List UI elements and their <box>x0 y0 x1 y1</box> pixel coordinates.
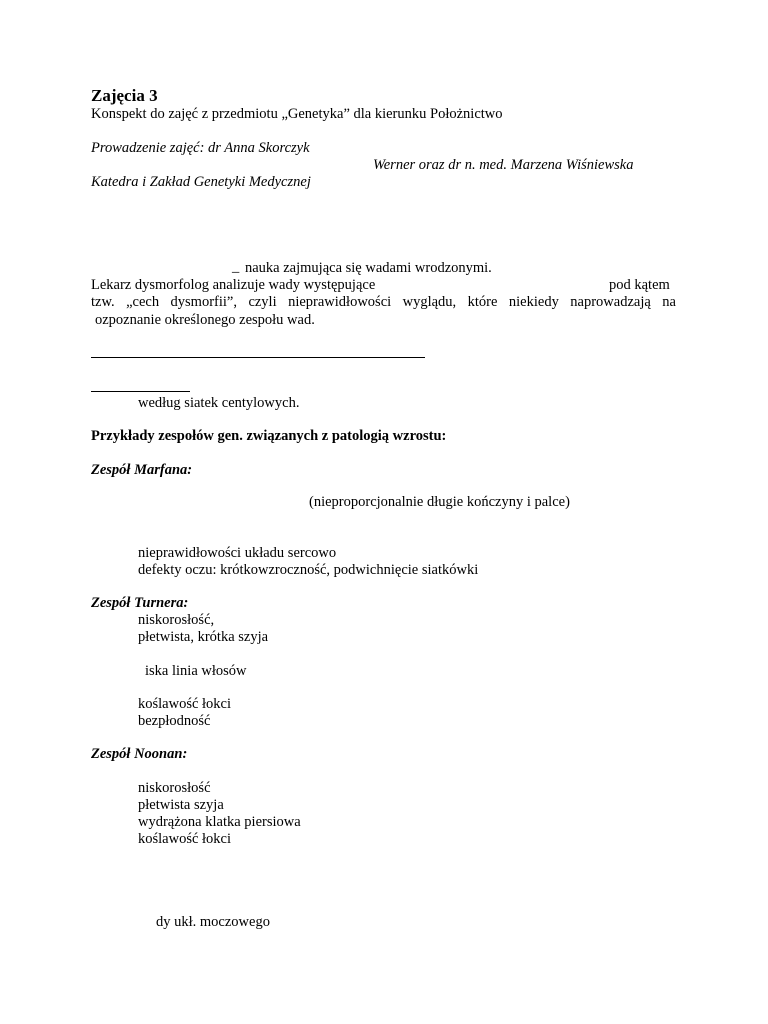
intro-word: wyglądu, <box>402 294 457 310</box>
intro-word: naprowadzają <box>570 294 651 310</box>
blank-rule-long <box>91 357 425 358</box>
instructor-line-1: Prowadzenie zajęć: dr Anna Skorczyk <box>91 140 310 156</box>
centile-text: według siatek centylowych. <box>138 395 300 411</box>
intro-line-4: ozpoznanie określonego zespołu wad. <box>95 312 315 328</box>
instructor-line-2: Werner oraz dr n. med. Marzena Wiśniewska <box>373 157 634 173</box>
examples-heading: Przykłady zespołów gen. związanych z patologią wzrostu: <box>91 428 447 444</box>
turner-item: koślawość łokci <box>138 696 232 712</box>
marfan-item: defekty oczu: krótkowzroczność, podwichnięcie siatkówki <box>138 562 479 578</box>
intro-definition: nauka zajmująca się wadami wrodzonymi. <box>245 260 492 276</box>
turner-item: płetwista, krótka szyja <box>138 629 269 645</box>
intro-word: na <box>662 294 676 310</box>
turner-heading: Zespół Turnera: <box>91 595 189 611</box>
turner-item: bezpłodność <box>138 713 211 729</box>
noonan-item: koślawość łokci <box>138 831 232 847</box>
intro-word: niekiedy <box>508 294 559 310</box>
noonan-trailing-text: dy ukł. moczowego <box>156 914 270 930</box>
intro-word: tzw. <box>91 294 115 310</box>
noonan-item: niskorosłość <box>138 780 211 796</box>
course-subtitle: Konspekt do zajęć z przedmiotu „Genetyka” dla kierunku Położnictwo <box>91 106 503 122</box>
blank-rule-short <box>91 391 190 392</box>
intro-line-2-right: pod kątem <box>609 277 670 293</box>
marfan-item: nieprawidłowości układu sercowo <box>138 545 337 561</box>
marfan-heading: Zespół Marfana: <box>91 462 193 478</box>
intro-word: czyli <box>248 294 277 310</box>
intro-line-2-left: Lekarz dysmorfolog analizuje wady występujące <box>91 277 376 293</box>
noonan-item: płetwista szyja <box>138 797 224 813</box>
turner-item: niskorosłość, <box>138 612 215 628</box>
department-name: Katedra i Zakład Genetyki Medycznej <box>91 174 311 190</box>
intro-word: nieprawidłowości <box>288 294 392 310</box>
intro-word: „cech <box>126 294 160 310</box>
page-title: Zajęcia 3 <box>91 86 158 105</box>
intro-word: które <box>467 294 498 310</box>
intro-word: dysmorfii”, <box>170 294 237 310</box>
noonan-item: wydrążona klatka piersiowa <box>138 814 301 830</box>
noonan-heading: Zespół Noonan: <box>91 746 188 762</box>
intro-line-3 <box>91 294 676 311</box>
intro-dash: _ <box>232 259 240 275</box>
turner-item: iska linia włosów <box>145 663 247 679</box>
marfan-note: (nieproporcjonalnie długie kończyny i palce) <box>309 494 570 510</box>
